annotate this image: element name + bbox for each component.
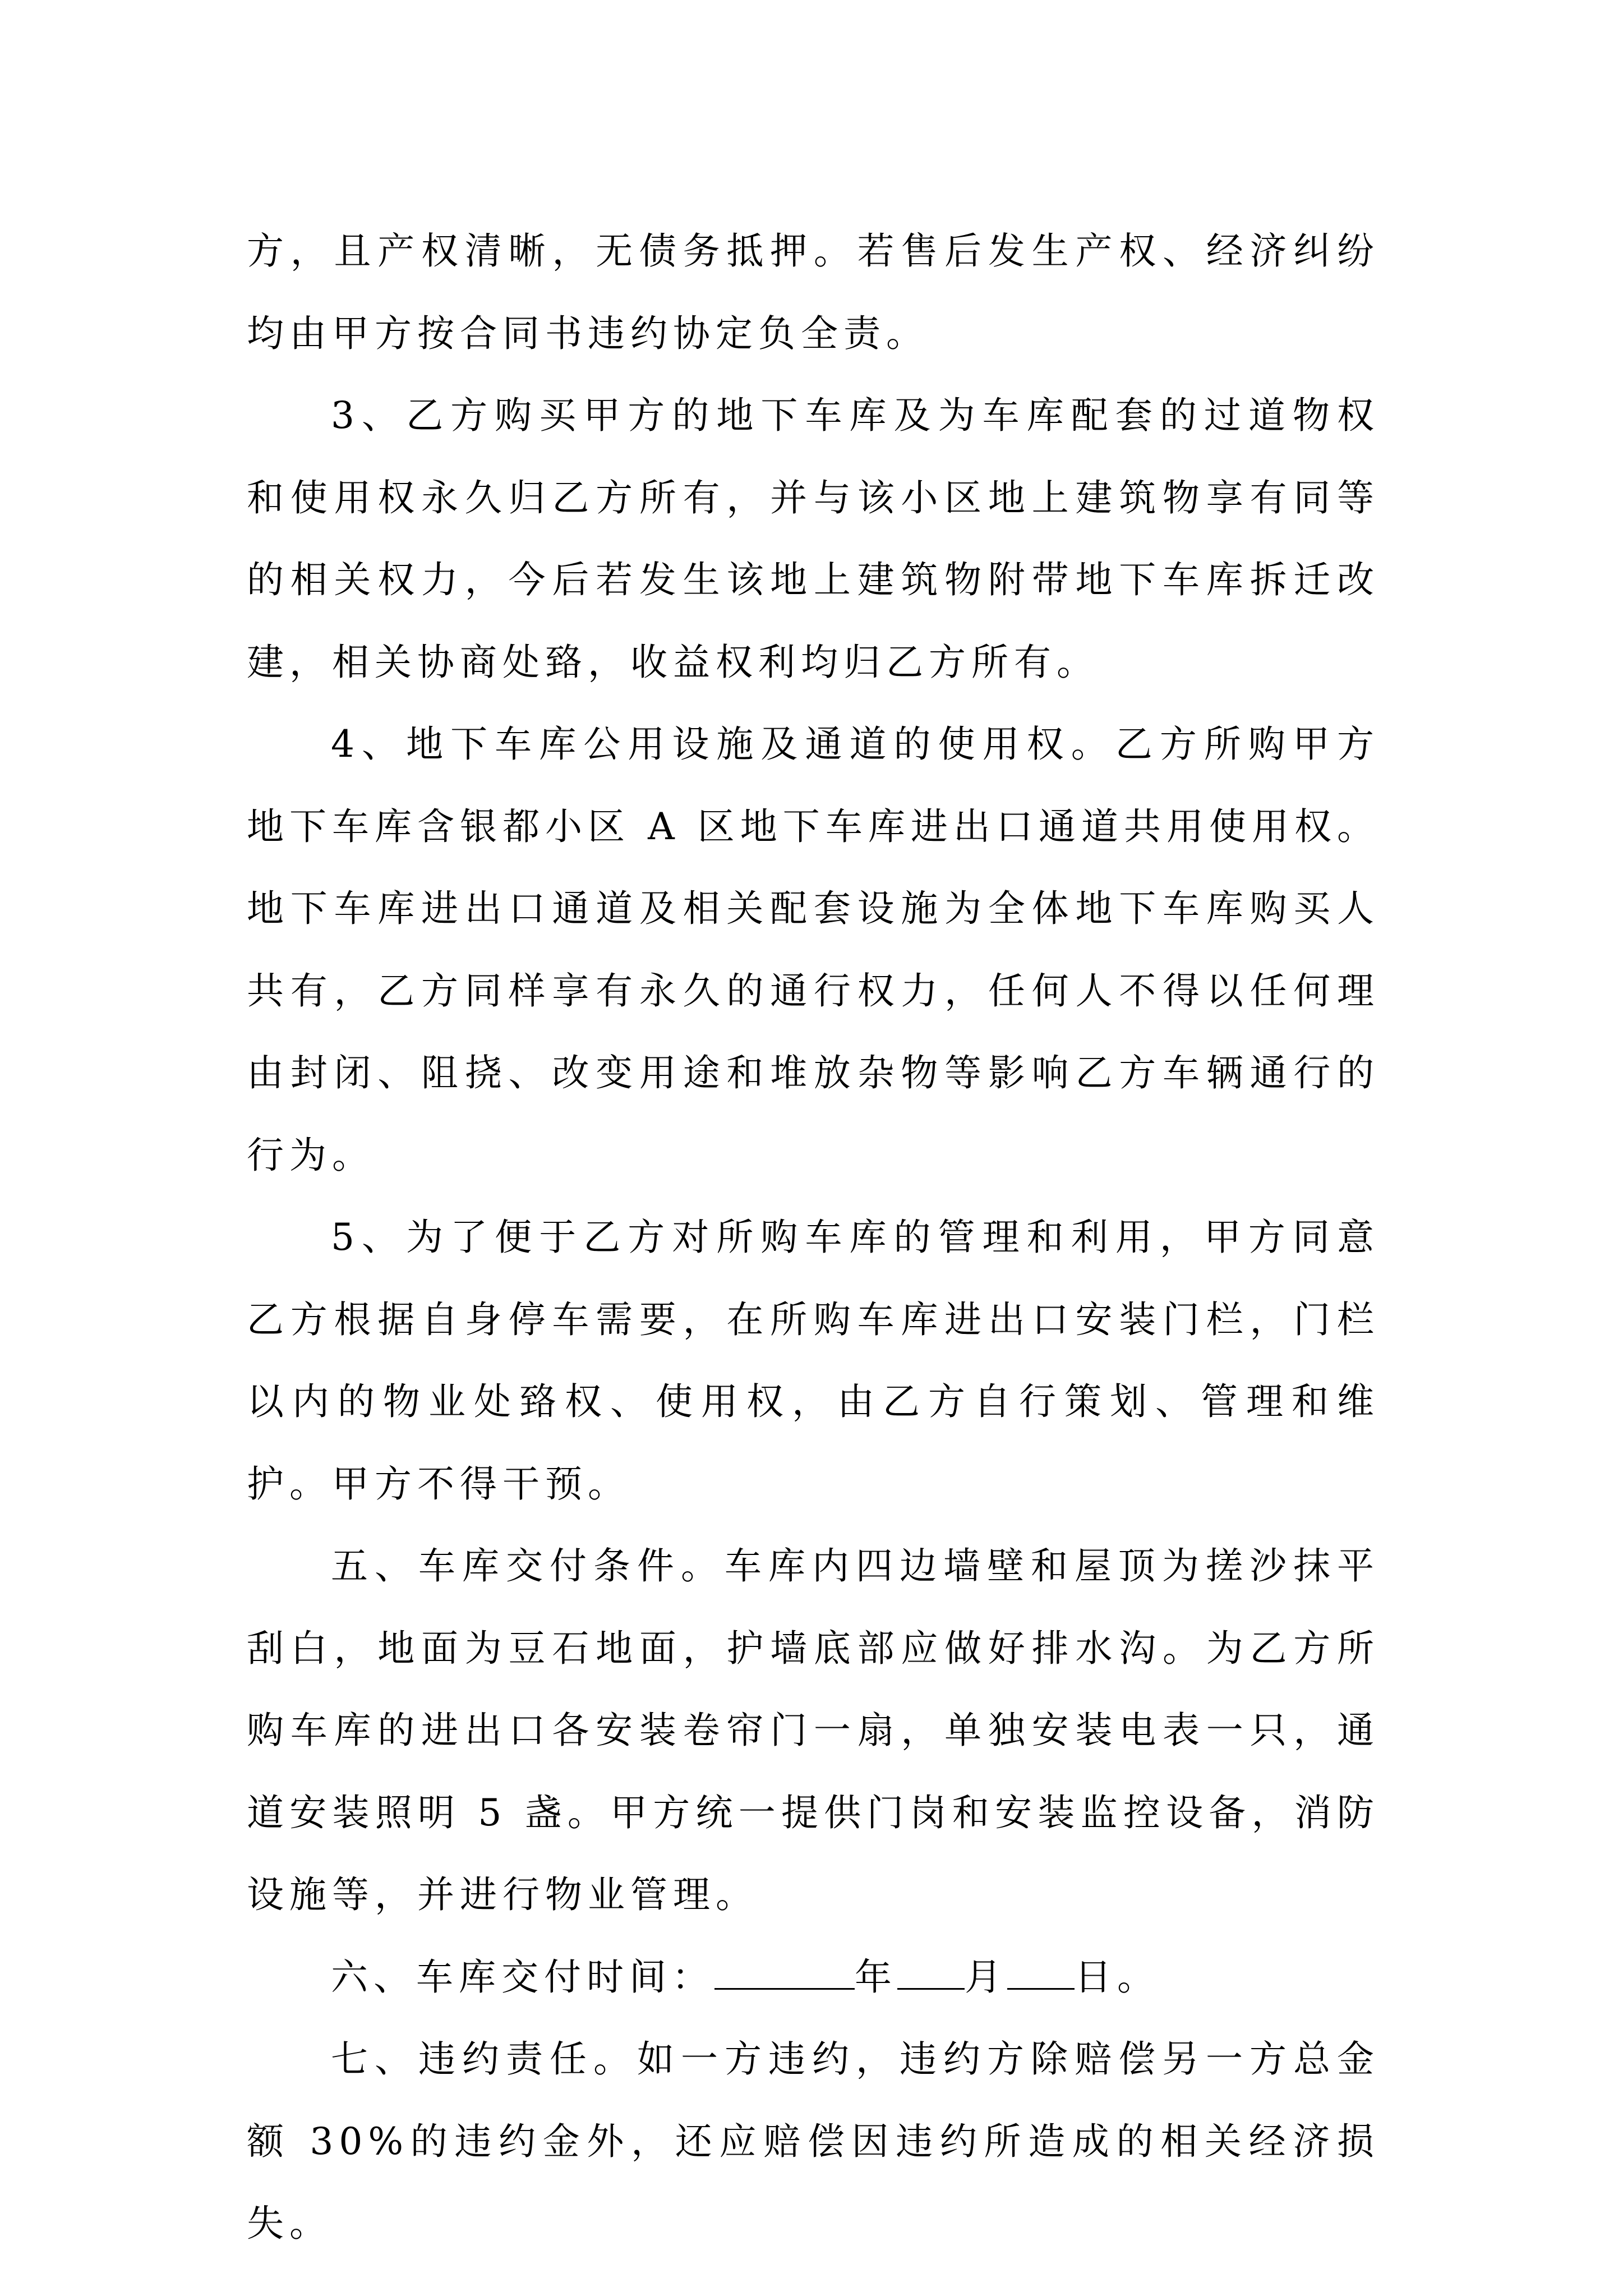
paragraph-clause-3: 3、乙方购买甲方的地下车库及为车库配套的过道物权和使用权永久归乙方所有，并与该小区地上建筑物享有同等的相关权力，今后若发生该地上建筑物附带地下车库拆迁改建，相关协商处臵，收益权利均归乙方所有。 [247, 394, 1380, 684]
delivery-time-label: 六、车库交付时间： [331, 1955, 714, 1999]
month-label: 月 [965, 1955, 1007, 1999]
day-label: 日。 [1075, 1955, 1160, 1999]
day-blank [1007, 1957, 1075, 1990]
paragraph-clause-4: 4、地下车库公用设施及通道的使用权。乙方所购甲方地下车库含银都小区 A 区地下车库进出口通道共用使用权。地下车库进出口通道及相关配套设施为全体地下车库购买人共有，乙方同样享有永久的通行权力，任何人不得以任何理由封闭、阻挠、改变用途和堆放杂物等影响乙方车辆通行的行为。 [247, 723, 1380, 1177]
paragraph-clause-5: 5、为了便于乙方对所购车库的管理和利用，甲方同意乙方根据自身停车需要，在所购车库进出口安装门栏，门栏以内的物业处臵权、使用权，由乙方自行策划、管理和维护。甲方不得干预。 [247, 1216, 1380, 1506]
paragraph-section-5-delivery-conditions: 五、车库交付条件。车库内四边墙壁和屋顶为搓沙抹平刮白，地面为豆石地面，护墙底部应做好排水沟。为乙方所购车库的进出口各安装卷帘门一扇，单独安装电表一只，通道安装照明 5 盏。甲方统一提供门岗和安装监控设备，消防设施等，并进行物业管理。 [247, 1544, 1380, 1916]
paragraph-section-6-delivery-time [247, 1936, 1380, 2019]
year-label: 年 [855, 1955, 897, 1999]
month-blank [897, 1957, 965, 1990]
paragraph-section-7-liability: 七、违约责任。如一方违约，违约方除赔偿另一方总金额 30%的违约金外，还应赔偿因违约所造成的相关经济损失。 [247, 2037, 1380, 2245]
contract-body [247, 210, 1380, 2265]
year-blank [714, 1957, 855, 1990]
paragraph-continuation: 方，且产权清晰，无债务抵押。若售后发生产权、经济纠纷均由甲方按合同书违约协定负全责。 [247, 229, 1380, 355]
